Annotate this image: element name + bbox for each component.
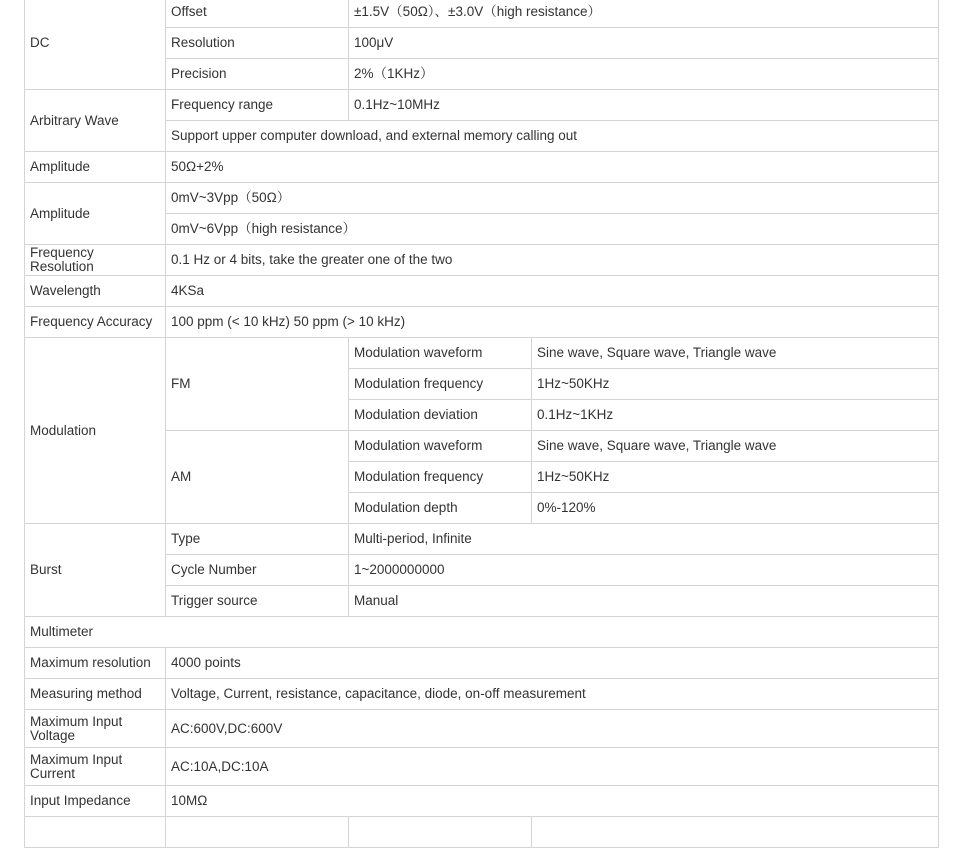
am-depth-value: 0%-120% — [532, 493, 939, 524]
burst-cycle-label: Cycle Number — [166, 555, 349, 586]
dc-resolution-value: 100μV — [349, 28, 939, 59]
wavelength-value: 4KSa — [166, 276, 939, 307]
frequency-accuracy-value: 100 ppm (< 10 kHz) 50 ppm (> 10 kHz) — [166, 307, 939, 338]
am-waveform-value: Sine wave, Square wave, Triangle wave — [532, 431, 939, 462]
dc-precision-label: Precision — [166, 59, 349, 90]
arbitrary-support-text: Support upper computer download, and external memory calling out — [166, 121, 939, 152]
arbitrary-freq-range-value: 0.1Hz~10MHz — [349, 90, 939, 121]
arbitrary-wave-label: Arbitrary Wave — [25, 90, 166, 152]
table-row — [25, 617, 939, 648]
table-row — [25, 748, 939, 786]
dc-resolution-label: Resolution — [166, 28, 349, 59]
input-impedance-value: 10MΩ — [166, 786, 939, 817]
amplitude-range-high: 0mV~6Vpp（high resistance） — [166, 214, 939, 245]
dc-label: DC — [25, 0, 166, 90]
table-row — [25, 524, 939, 555]
input-impedance-label: Input Impedance — [25, 786, 166, 817]
table-row — [25, 679, 939, 710]
burst-trigger-value: Manual — [349, 586, 939, 617]
amplitude-label: Amplitude — [25, 152, 166, 183]
dc-precision-value: 2%（1KHz） — [349, 59, 939, 90]
max-input-voltage-label: Maximum Input Voltage — [25, 710, 166, 748]
table-row — [25, 817, 939, 848]
arbitrary-freq-range-label: Frequency range — [166, 90, 349, 121]
modulation-fm-label: FM — [166, 338, 349, 431]
dc-offset-value: ±1.5V（50Ω）、±3.0V（high resistance） — [349, 0, 939, 28]
fm-frequency-value: 1Hz~50KHz — [532, 369, 939, 400]
fm-waveform-label: Modulation waveform — [349, 338, 532, 369]
fm-frequency-label: Modulation frequency — [349, 369, 532, 400]
modulation-label: Modulation — [25, 338, 166, 524]
table-row — [25, 0, 939, 28]
burst-trigger-label: Trigger source — [166, 586, 349, 617]
burst-cycle-value: 1~2000000000 — [349, 555, 939, 586]
fm-waveform-value: Sine wave, Square wave, Triangle wave — [532, 338, 939, 369]
max-resolution-value: 4000 points — [166, 648, 939, 679]
table-row — [25, 786, 939, 817]
am-frequency-label: Modulation frequency — [349, 462, 532, 493]
frequency-accuracy-label: Frequency Accuracy — [25, 307, 166, 338]
table-row — [25, 710, 939, 748]
table-row — [25, 276, 939, 307]
table-row — [25, 90, 939, 121]
dc-offset-label: Offset — [166, 0, 349, 28]
fm-deviation-value: 0.1Hz~1KHz — [532, 400, 939, 431]
modulation-am-label: AM — [166, 431, 349, 524]
measuring-method-label: Measuring method — [25, 679, 166, 710]
amplitude-range-50ohm: 0mV~3Vpp（50Ω） — [166, 183, 939, 214]
table-row — [25, 183, 939, 214]
fm-deviation-label: Modulation deviation — [349, 400, 532, 431]
max-input-current-label: Maximum Input Current — [25, 748, 166, 786]
table-row — [25, 307, 939, 338]
spec-table — [24, 0, 939, 848]
frequency-resolution-value: 0.1 Hz or 4 bits, take the greater one of the two — [166, 245, 939, 276]
table-row — [25, 338, 939, 369]
max-input-voltage-value: AC:600V,DC:600V — [166, 710, 939, 748]
max-input-current-value: AC:10A,DC:10A — [166, 748, 939, 786]
table-row — [25, 648, 939, 679]
burst-type-label: Type — [166, 524, 349, 555]
amplitude-value: 50Ω+2% — [166, 152, 939, 183]
am-frequency-value: 1Hz~50KHz — [532, 462, 939, 493]
amplitude-range-label: Amplitude — [25, 183, 166, 245]
table-row — [25, 152, 939, 183]
frequency-resolution-label: Frequency Resolution — [25, 245, 166, 276]
am-depth-label: Modulation depth — [349, 493, 532, 524]
burst-label: Burst — [25, 524, 166, 617]
table-row — [25, 245, 939, 276]
max-resolution-label: Maximum resolution — [25, 648, 166, 679]
measuring-method-value: Voltage, Current, resistance, capacitance, diode, on-off measurement — [166, 679, 939, 710]
wavelength-label: Wavelength — [25, 276, 166, 307]
burst-type-value: Multi-period, Infinite — [349, 524, 939, 555]
am-waveform-label: Modulation waveform — [349, 431, 532, 462]
multimeter-heading: Multimeter — [25, 617, 939, 648]
